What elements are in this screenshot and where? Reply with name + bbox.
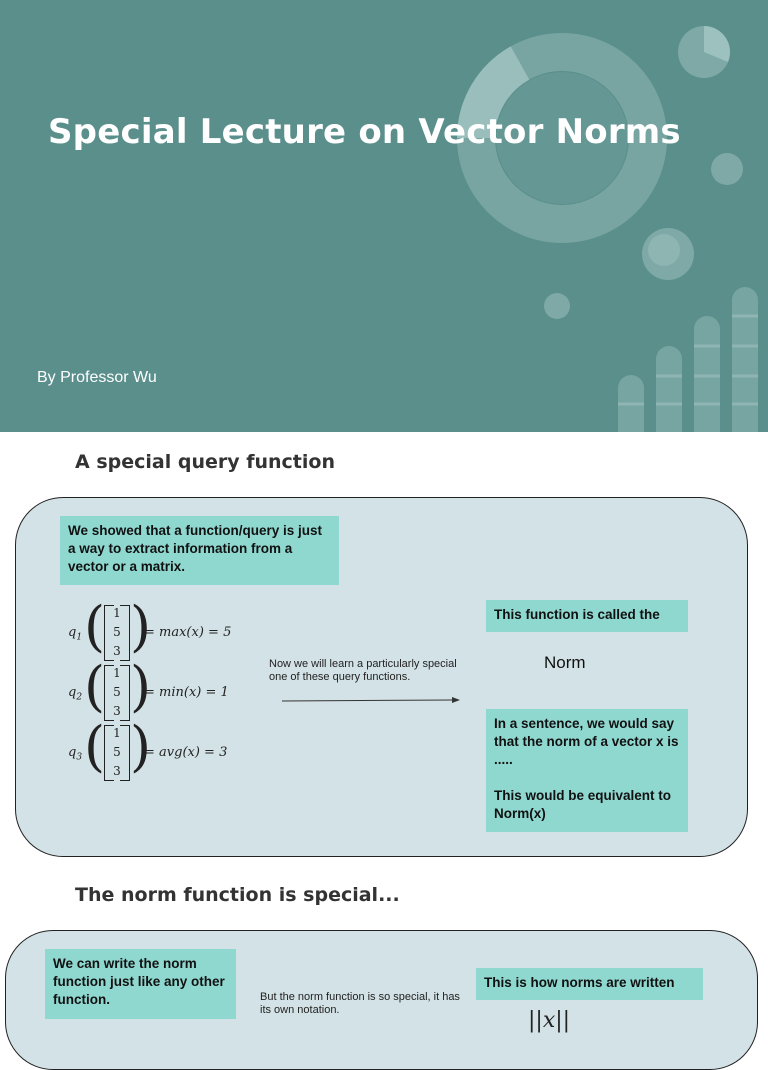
bar-column — [732, 287, 758, 432]
equivalent-text: This would be equivalent to Norm(x) — [494, 788, 672, 821]
decorative-circles — [0, 0, 768, 432]
query-name: $q_3$ — [68, 745, 83, 763]
bar-columns — [618, 287, 758, 432]
norm-notation: ||x|| — [528, 1008, 571, 1033]
tiny-disc — [544, 293, 570, 319]
vector: 1 5 3 — [113, 726, 121, 778]
vector: 1 5 3 — [113, 666, 121, 718]
title-slide — [0, 0, 768, 432]
section-heading-query: A special query function — [75, 451, 335, 473]
query-name: $q_1$ — [68, 625, 83, 643]
sentence-text: In a sentence, we would say that the norm of a vector x is ..... — [494, 716, 679, 767]
arrow-icon — [280, 694, 462, 706]
query-row-1: $q_1$ ( 1 5 3 ) = max(x) = 5 — [60, 603, 280, 663]
bar-column — [656, 346, 682, 432]
intro-box: We showed that a function/query is just a way to extract information from a vector or a matrix. — [60, 516, 339, 585]
write-box: We can write the norm function just like any other function. — [45, 949, 236, 1019]
bar-column — [694, 316, 720, 432]
lecture-title: Special Lecture on Vector Norms — [48, 112, 681, 152]
written-box: This is how norms are written — [476, 968, 703, 1000]
section-heading-norm: The norm function is special... — [75, 884, 400, 906]
query-result: = avg(x) = 3 — [144, 745, 228, 760]
medium-disc-inner — [648, 234, 680, 266]
query-row-2: $q_2$ ( 1 5 3 ) = min(x) = 1 — [60, 663, 280, 723]
lecture-author: By Professor Wu — [37, 369, 157, 386]
query-name: $q_2$ — [68, 685, 83, 703]
norm-label: Norm — [544, 653, 586, 672]
query-result: = min(x) = 1 — [144, 685, 229, 700]
notation-text: But the norm function is so special, it has its own notation. — [260, 991, 460, 1016]
called-box: This function is called the — [486, 600, 688, 632]
vector: 1 5 3 — [113, 606, 121, 658]
query-row-3: $q_3$ ( 1 5 3 ) = avg(x) = 3 — [60, 723, 280, 783]
transition-text: Now we will learn a particularly special one of these query functions. — [269, 658, 457, 683]
small-pie-2 — [711, 153, 743, 185]
sentence-box — [486, 709, 688, 832]
query-result: = max(x) = 5 — [144, 625, 232, 640]
